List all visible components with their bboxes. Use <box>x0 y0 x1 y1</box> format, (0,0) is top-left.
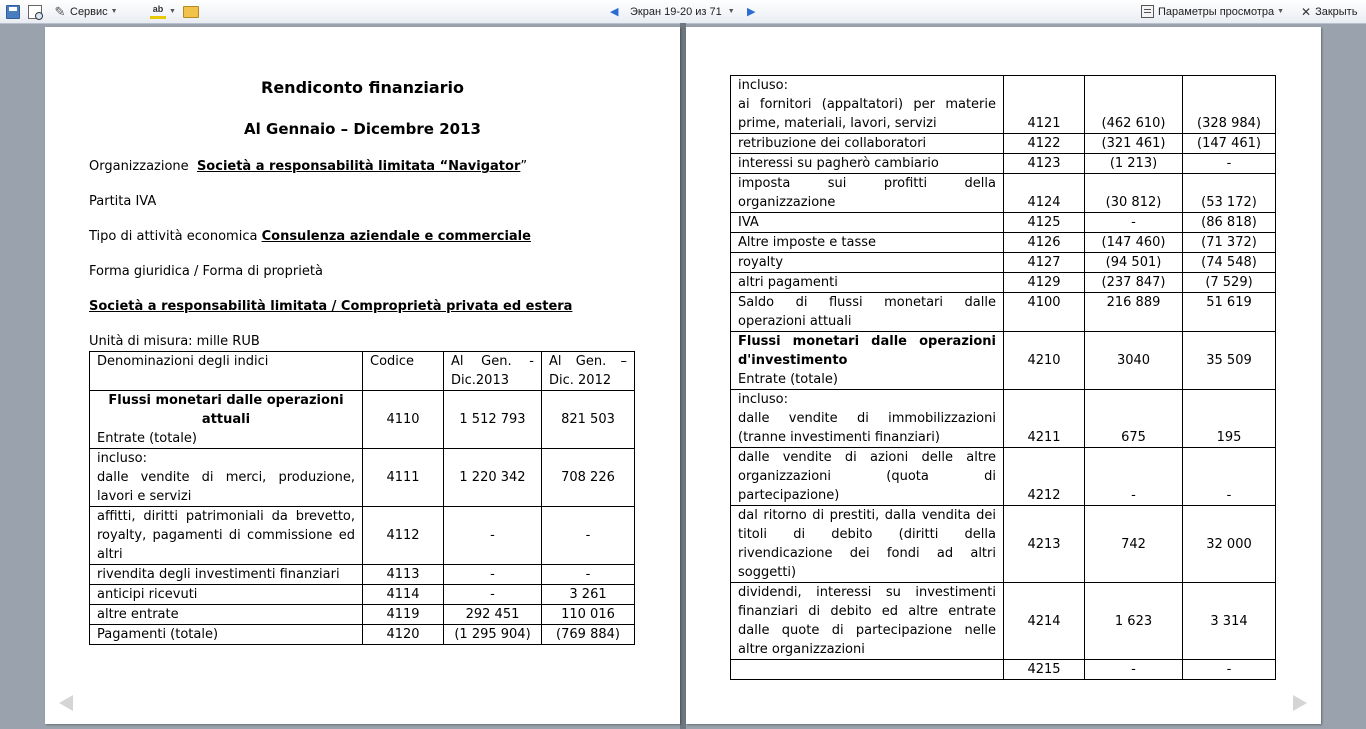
organization-value: Società a responsabilità limitata “Navigator <box>196 159 521 174</box>
row-description: dividendi, interessi su investimenti finanziari di debito ed altre entrate dalle quote di partecipazione nelle altre organizzazioni <box>731 583 1004 660</box>
row-value-2012: (769 884) <box>542 625 635 645</box>
row-value-2013: 216 889 <box>1085 293 1183 332</box>
chevron-down-icon: ▼ <box>110 8 118 15</box>
right-page[interactable] <box>686 27 1321 724</box>
row-description: Flussi monetari dalle operazioni d'investimento Entrate (totale) <box>731 332 1004 390</box>
row-value-2013: - <box>1085 448 1183 506</box>
row-description: incluso: ai fornitori (appaltatori) per materie prime, materiali, lavori, servizi <box>731 76 1004 134</box>
row-value-2012: - <box>542 507 635 565</box>
view-options-button[interactable] <box>1141 3 1284 20</box>
row-value-2012: 3 261 <box>542 585 635 605</box>
row-code: 4123 <box>1004 154 1085 174</box>
row-value-2012: - <box>1183 448 1276 506</box>
close-label: Закрыть <box>1315 5 1358 18</box>
row-value-2013: 1 512 793 <box>444 391 542 449</box>
row-value-2012: 51 619 <box>1183 293 1276 332</box>
next-screen-button[interactable] <box>747 3 755 20</box>
row-value-2012: (7 529) <box>1183 273 1276 293</box>
row-code: 4127 <box>1004 253 1085 273</box>
folder-icon <box>183 6 199 18</box>
row-description: anticipi ricevuti <box>90 585 363 605</box>
row-code: 4110 <box>363 391 444 449</box>
activity-value: Consulenza aziendale e commerciale <box>261 229 531 244</box>
table-row <box>731 293 1276 332</box>
table-header-row <box>90 352 635 391</box>
row-code: 4119 <box>363 605 444 625</box>
organization-line <box>89 159 527 174</box>
table-row <box>731 273 1276 293</box>
row-value-2012: (86 818) <box>1183 213 1276 233</box>
row-value-2013: 1 623 <box>1085 583 1183 660</box>
row-code: 4122 <box>1004 134 1085 154</box>
table-row <box>731 448 1276 506</box>
row-value-2013: 675 <box>1085 390 1183 448</box>
row-value-2013: (147 460) <box>1085 233 1183 253</box>
next-arrow-icon: ▶ <box>747 6 756 18</box>
row-code: 4213 <box>1004 506 1085 583</box>
table-row <box>90 507 635 565</box>
row-value-2012: 3 314 <box>1183 583 1276 660</box>
row-description: incluso: dalle vendite di immobilizzazioni (tranne investimenti finanziari) <box>731 390 1004 448</box>
tools-icon: ✎ <box>54 3 66 19</box>
view-options-icon <box>1141 5 1154 18</box>
table-row <box>90 605 635 625</box>
print-preview-button[interactable] <box>28 3 42 20</box>
row-code: 4121 <box>1004 76 1085 134</box>
table-row <box>731 233 1276 253</box>
row-value-2013: 292 451 <box>444 605 542 625</box>
table-row <box>731 76 1276 134</box>
table-row <box>731 174 1276 213</box>
row-code: 4211 <box>1004 390 1085 448</box>
table-row <box>731 332 1276 390</box>
header-2012: Al Gen. – Dic. 2012 <box>542 352 635 391</box>
close-icon: ✕ <box>1301 4 1312 19</box>
row-code: 4125 <box>1004 213 1085 233</box>
spelling-button[interactable] <box>150 3 176 20</box>
row-description: Altre imposte e tasse <box>731 233 1004 253</box>
row-value-2013: (462 610) <box>1085 76 1183 134</box>
row-description: altre entrate <box>90 605 363 625</box>
table-row <box>731 154 1276 174</box>
header-indicators: Denominazioni degli indici <box>90 352 363 391</box>
row-value-2013: - <box>444 507 542 565</box>
previous-arrow-icon: ◀ <box>610 6 619 18</box>
row-description: rivendita degli investimenti finanziari <box>90 565 363 585</box>
row-value-2012: - <box>1183 660 1276 680</box>
table-row <box>731 253 1276 273</box>
row-code: 4210 <box>1004 332 1085 390</box>
row-description: royalty <box>731 253 1004 273</box>
legal-form-label: Forma giuridica / Forma di proprietà <box>89 264 323 279</box>
row-value-2013: (237 847) <box>1085 273 1183 293</box>
legal-form-value: Società a responsabilità limitata / Comproprietà privata ed estera <box>89 299 573 314</box>
row-description: Pagamenti (totale) <box>90 625 363 645</box>
header-code: Codice <box>363 352 444 391</box>
row-value-2012: 821 503 <box>542 391 635 449</box>
table-row <box>731 213 1276 233</box>
table-row <box>731 583 1276 660</box>
open-folder-button[interactable] <box>183 3 199 20</box>
left-page[interactable] <box>45 27 680 724</box>
row-value-2012: (328 984) <box>1183 76 1276 134</box>
spelling-icon: ab <box>150 5 166 19</box>
row-value-2013: - <box>444 585 542 605</box>
cash-flow-table-left <box>89 351 635 645</box>
table-row <box>90 585 635 605</box>
table-row <box>731 660 1276 680</box>
service-menu-label: Сервис <box>70 5 108 18</box>
table-row <box>90 391 635 449</box>
row-description: altri pagamenti <box>731 273 1004 293</box>
view-options-label: Параметры просмотра <box>1158 5 1275 18</box>
row-value-2013: - <box>444 565 542 585</box>
toolbar <box>0 0 1366 24</box>
row-value-2012: (71 372) <box>1183 233 1276 253</box>
table-row <box>90 625 635 645</box>
row-value-2012: (53 172) <box>1183 174 1276 213</box>
row-value-2013: (321 461) <box>1085 134 1183 154</box>
document-period: Al Gennaio – Dicembre 2013 <box>244 120 481 138</box>
row-value-2013: - <box>1085 213 1183 233</box>
save-icon <box>6 5 20 19</box>
table-row <box>731 134 1276 154</box>
row-description: affitti, diritti patrimoniali da brevetto, royalty, pagamenti di commissione ed altri <box>90 507 363 565</box>
table-row <box>90 449 635 507</box>
row-code: 4215 <box>1004 660 1085 680</box>
service-menu-button[interactable] <box>53 3 118 20</box>
row-description: retribuzione dei collaboratori <box>731 134 1004 154</box>
table-row <box>731 390 1276 448</box>
row-value-2012: (74 548) <box>1183 253 1276 273</box>
organization-quote: ” <box>520 159 528 174</box>
previous-screen-button[interactable] <box>610 3 618 20</box>
unit-label: Unità di misura: mille RUB <box>89 334 260 349</box>
row-code: 4214 <box>1004 583 1085 660</box>
row-value-2013: (1 213) <box>1085 154 1183 174</box>
activity-label: Tipo di attività economica <box>89 229 258 244</box>
table-row <box>90 565 635 585</box>
row-value-2012: - <box>1183 154 1276 174</box>
row-description: Flussi monetari dalle operazioni attuali Entrate (totale) <box>90 391 363 449</box>
document-title: Rendiconto finanziario <box>261 78 464 97</box>
row-value-2013: 3040 <box>1085 332 1183 390</box>
row-description: dal ritorno di prestiti, dalla vendita dei titoli di debito (diritti della rivendicazione dei fondi ad altri soggetti) <box>731 506 1004 583</box>
close-button[interactable] <box>1301 3 1357 20</box>
row-code: 4113 <box>363 565 444 585</box>
row-code: 4120 <box>363 625 444 645</box>
row-value-2012: 195 <box>1183 390 1276 448</box>
row-value-2012: 110 016 <box>542 605 635 625</box>
organization-label: Organizzazione <box>89 159 189 174</box>
row-code: 4124 <box>1004 174 1085 213</box>
vat-label: Partita IVA <box>89 194 157 209</box>
row-code: 4111 <box>363 449 444 507</box>
row-code: 4126 <box>1004 233 1085 253</box>
chevron-down-icon: ▼ <box>169 8 176 15</box>
cash-flow-table-right <box>730 75 1276 680</box>
save-button[interactable] <box>6 3 20 20</box>
row-description: IVA <box>731 213 1004 233</box>
chevron-down-icon: ▼ <box>727 8 735 15</box>
row-value-2013: (94 501) <box>1085 253 1183 273</box>
row-value-2012: - <box>542 565 635 585</box>
table-row <box>731 506 1276 583</box>
row-description: incluso: dalle vendite di merci, produzione, lavori e servizi <box>90 449 363 507</box>
row-value-2013: (30 812) <box>1085 174 1183 213</box>
row-value-2013: - <box>1085 660 1183 680</box>
row-value-2012: 32 000 <box>1183 506 1276 583</box>
row-value-2013: (1 295 904) <box>444 625 542 645</box>
chevron-down-icon: ▼ <box>1277 8 1285 15</box>
row-code: 4129 <box>1004 273 1085 293</box>
row-description: Saldo di flussi monetari dalle operazioni attuali <box>731 293 1004 332</box>
row-code: 4114 <box>363 585 444 605</box>
next-page-arrow-icon[interactable] <box>1293 695 1307 711</box>
screen-selector[interactable] <box>630 3 735 20</box>
row-description: dalle vendite di azioni delle altre organizzazioni (quota di partecipazione) <box>731 448 1004 506</box>
row-value-2012: (147 461) <box>1183 134 1276 154</box>
row-description <box>731 660 1004 680</box>
row-value-2013: 1 220 342 <box>444 449 542 507</box>
screen-indicator: Экран 19-20 из 71 <box>630 5 722 18</box>
row-value-2012: 708 226 <box>542 449 635 507</box>
header-2013: Al Gen. - Dic.2013 <box>444 352 542 391</box>
row-value-2013: 742 <box>1085 506 1183 583</box>
row-code: 4112 <box>363 507 444 565</box>
print-preview-icon <box>28 5 42 19</box>
activity-line <box>89 229 531 244</box>
row-code: 4100 <box>1004 293 1085 332</box>
row-description: interessi su pagherò cambiario <box>731 154 1004 174</box>
row-code: 4212 <box>1004 448 1085 506</box>
row-description: imposta sui profitti della organizzazione <box>731 174 1004 213</box>
previous-page-arrow-icon[interactable] <box>59 695 73 711</box>
row-value-2012: 35 509 <box>1183 332 1276 390</box>
